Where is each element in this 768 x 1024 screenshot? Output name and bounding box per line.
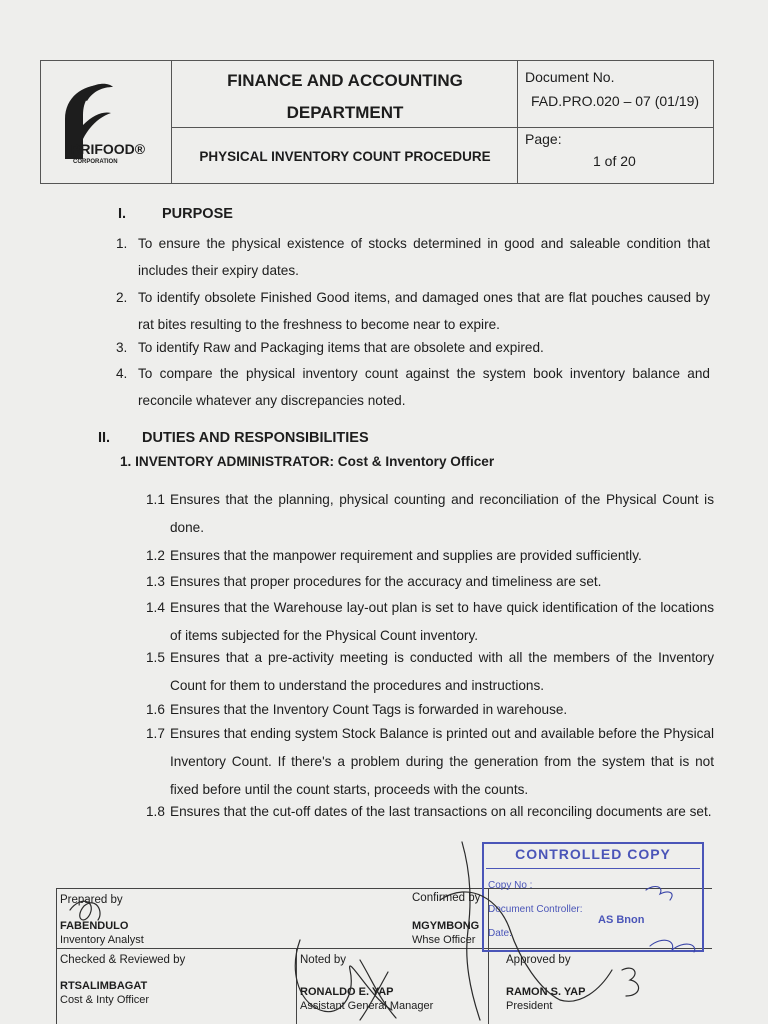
item-text: Ensures that ending system Stock Balance is printed out and available before the Physical Inventory Count. If there's a problem during the generation from the system that is not fixed before until the count starts, proceeds with the counts. (170, 726, 714, 797)
section-heading-purpose (118, 206, 418, 226)
item-number: 1. (116, 236, 128, 251)
item-number: 1.5 (146, 650, 165, 665)
procedure-title: PHYSICAL INVENTORY COUNT PROCEDURE (199, 148, 491, 164)
stamp-document-controller: Document Controller: (488, 904, 583, 915)
item-text: Ensures that the Warehouse lay-out plan is set to have quick identification of the locations of items subjected for the Physical Count inventory. (170, 600, 714, 643)
item-text: Ensures that the Inventory Count Tags is forwarded in warehouse. (170, 702, 568, 717)
confirmed-by-role: Whse Officer (412, 934, 476, 946)
table-border (56, 888, 57, 1024)
section-numeral: I. (118, 206, 127, 222)
item-text: Ensures that the cut-off dates of the last transactions on all reconciling documents are set. (170, 804, 712, 819)
document-number-label: Document No. (525, 69, 615, 85)
prepared-by-label: Prepared by (60, 894, 123, 906)
checked-by-label: Checked & Reviewed by (60, 954, 186, 966)
item-number: 4. (116, 366, 128, 381)
noted-by-role: Assistant General Manager (300, 1000, 434, 1012)
confirmed-by-label: Confirmed by (412, 892, 481, 904)
item-text: Ensures that a pre-activity meeting is conducted with all the members of the Inventory Count for them to understand the procedures and instructions. (170, 650, 714, 693)
stamp-copy-no: Copy No : (488, 880, 533, 891)
item-number: 1.8 (146, 804, 165, 819)
stamp-divider (486, 868, 700, 869)
stamp-date: Date: (488, 928, 512, 939)
page-number: 1 of 20 (593, 153, 636, 169)
item-text: To identify obsolete Finished Good items, and damaged ones that are flat pouches caused by rat bites resulting to the freshness to become near to expire. (138, 290, 710, 332)
subsection-heading: 1. INVENTORY ADMINISTRATOR: Cost & Inventory Officer (120, 454, 495, 469)
department-title-line2: DEPARTMENT (286, 103, 404, 122)
stamp-initials: AS Bnon (598, 914, 645, 926)
document-number-value: FAD.PRO.020 – 07 (01/19) (531, 93, 700, 109)
item-text: To identify Raw and Packaging items that are obsolete and expired. (138, 340, 544, 355)
item-number: 2. (116, 290, 128, 305)
company-logo (49, 79, 169, 175)
checked-by-name: RTSALIMBAGAT (60, 980, 148, 992)
item-text: To ensure the physical existence of stocks determined in good and saleable condition that includes their expiry dates. (138, 236, 710, 278)
item-number: 3. (116, 340, 128, 355)
item-number: 1.4 (146, 600, 165, 615)
header-divider (171, 61, 172, 183)
item-number: 1.6 (146, 702, 165, 717)
prepared-by-name: FABENDULO (60, 920, 129, 932)
noted-by-label: Noted by (300, 954, 347, 966)
item-text: Ensures that proper procedures for the accuracy and timeliness are set. (170, 574, 602, 589)
logo-text: PRIFOOD® (71, 141, 146, 157)
approved-by-name: RAMON S. YAP (506, 986, 586, 998)
table-border (296, 948, 297, 1024)
checked-by-role: Cost & Inty Officer (60, 994, 150, 1006)
header-divider (517, 61, 518, 183)
confirmed-by-name: MGYMBONG (412, 920, 480, 932)
prepared-by-role: Inventory Analyst (60, 934, 144, 946)
approved-by-label: Approved by (506, 954, 571, 966)
item-number: 1.7 (146, 726, 165, 741)
item-number: 1.2 (146, 548, 165, 563)
item-text: To compare the physical inventory count against the system book inventory balance and reconcile whatever any discrepancies noted. (138, 366, 710, 408)
controlled-copy-stamp (482, 842, 704, 952)
section-heading-duties (98, 430, 498, 450)
logo-subtext: CORPORATION (73, 159, 118, 165)
document-header-table (40, 60, 714, 184)
section-title: PURPOSE (162, 206, 233, 222)
stamp-title: CONTROLLED COPY (515, 846, 671, 862)
item-number: 1.3 (146, 574, 165, 589)
department-title (173, 65, 517, 129)
section-numeral: II. (98, 430, 111, 446)
section-title: DUTIES AND RESPONSIBILITIES (142, 430, 369, 446)
item-text: Ensures that the planning, physical counting and reconciliation of the Physical Count is done. (170, 492, 714, 535)
approved-by-role: President (506, 1000, 553, 1012)
item-number: 1.1 (146, 492, 165, 507)
page-label: Page: (525, 131, 562, 147)
noted-by-name: RONALDO E. YAP (300, 986, 394, 998)
item-text: Ensures that the manpower requirement and supplies are provided sufficiently. (170, 548, 642, 563)
department-title-line1: FINANCE AND ACCOUNTING (227, 71, 463, 90)
